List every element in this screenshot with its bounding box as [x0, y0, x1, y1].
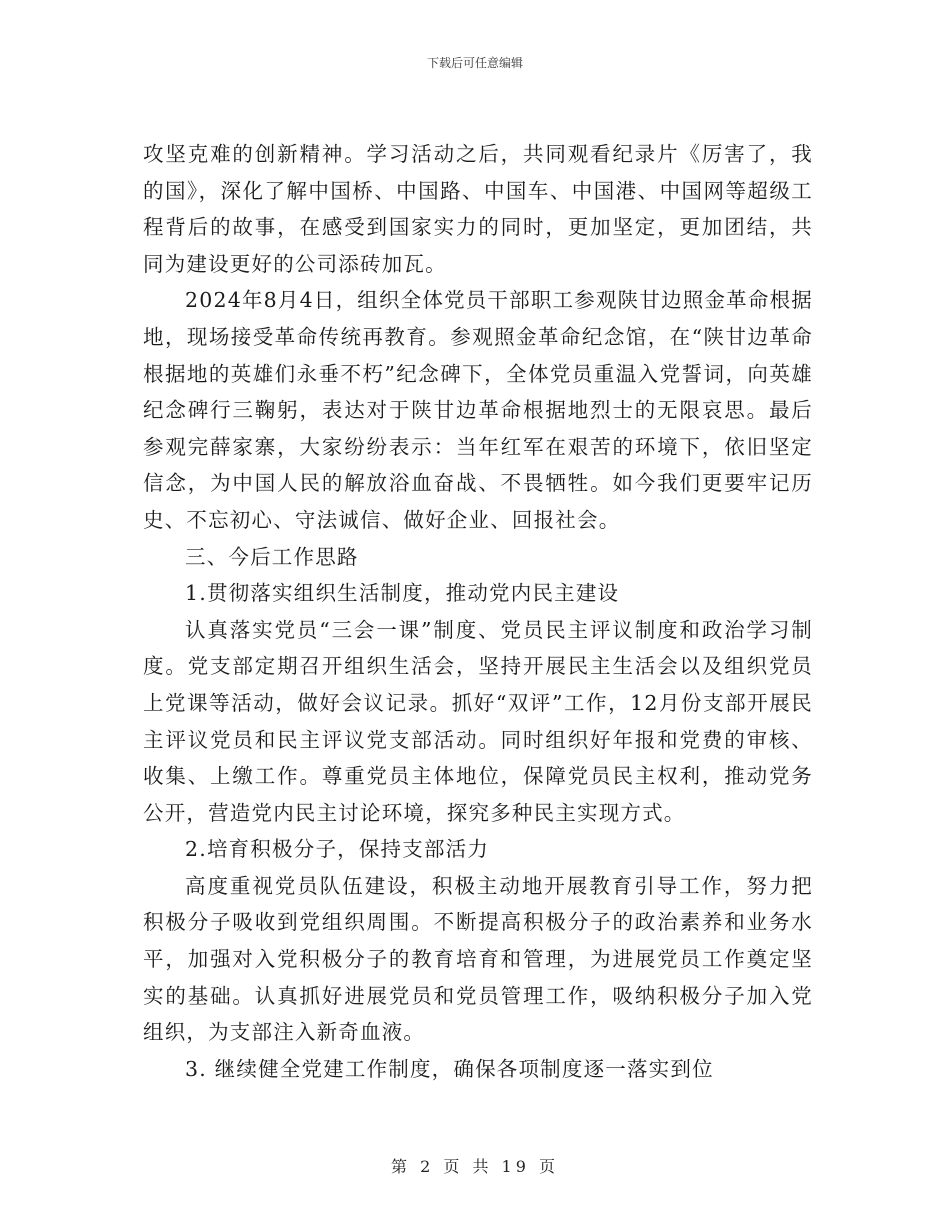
subsection-heading: 1.贯彻落实组织生活制度，推动党内民主建设 — [185, 581, 620, 606]
paragraph: 认真落实党员“三会一课”制度、党员民主评议制度和政治学习制度。党支部定期召开组织生活会，坚持开展民主生活会以及组织党员上党课等活动，做好会议记录。抓好“双评”工作，12月份支部开展民主评议党员和民主评议党支部活动。同时组织好年报和党费的审核、收集、上缴工作。尊重党员主体地位，保障党员民主权利，推动党务公开，营造党内民主讨论环境，探究多种民主实现方式。 — [143, 617, 813, 825]
paragraph: 攻坚克难的创新精神。学习活动之后，共同观看纪录片《厉害了，我的国》，深化了解中国桥、中国路、中国车、中国港、中国网等超级工程背后的故事，在感受到国家实力的同时，更加坚定，更加团结，共同为建设更好的公司添砖加瓦。 — [143, 142, 813, 276]
page-header: 下载后可任意编辑 — [426, 56, 523, 70]
paragraph: 2024年8月4日，组织全体党员干部职工参观陕甘边照金革命根据地，现场接受革命传统再教育。参观照金革命纪念馆，在“陕甘边革命根据地的英雄们永垂不朽”纪念碑下，全体党员重温入党誓词，向英雄纪念碑行三鞠躬，表达对于陕甘边革命根据地烈士的无限哀思。最后参观完薛家寨，大家纷纷表示：当年红军在艰苦的环境下，依旧坚定信念，为中国人民的解放浴血奋战、不畏牺牲。如今我们更要牢记历史、不忘初心、守法诚信、做好企业、回报社会。 — [143, 288, 813, 532]
subsection-heading: 2.培育积极分子，保持支部活力 — [185, 837, 490, 862]
page-number: 第 2 页 共 19 页 — [391, 1157, 559, 1176]
paragraph: 高度重视党员队伍建设，积极主动地开展教育引导工作，努力把积极分子吸收到党组织周围。不断提高积极分子的政治素养和业务水平，加强对入党积极分子的教育培育和管理，为进展党员工作奠定坚实的基础。认真抓好进展党员和党员管理工作，吸纳积极分子加入党组织，为支部注入新奇血液。 — [143, 873, 813, 1045]
document-body — [143, 136, 813, 1087]
section-heading: 三、今后工作思路 — [185, 544, 359, 569]
subsection-heading: 3. 继续健全党建工作制度，确保各项制度逐一落实到位 — [185, 1056, 714, 1081]
